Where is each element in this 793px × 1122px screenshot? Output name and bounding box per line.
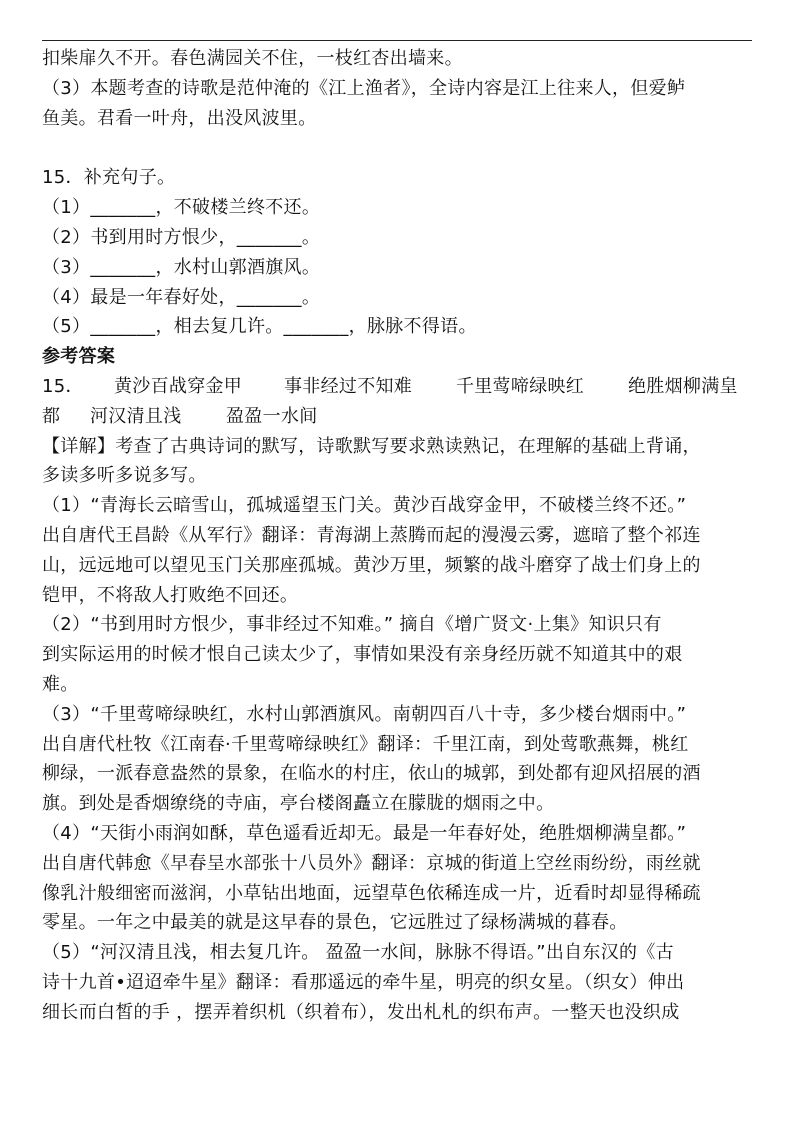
answer-part: 绝胜烟柳满皇 <box>628 375 738 397</box>
text-line: 鱼美。君看一叶舟，出没风波里。 <box>42 107 317 129</box>
header-rule <box>42 40 752 41</box>
explanation-line: 出自唐代王昌龄《从军行》翻译：青海湖上蒸腾而起的漫漫云雾，遮暗了整个祁连 <box>42 524 701 546</box>
question-15 <box>42 163 754 342</box>
answer-15 <box>42 372 754 432</box>
page-content <box>42 44 754 1028</box>
answer-part: 盈盈一水间 <box>226 405 318 427</box>
question-title: 15．补充句子。 <box>42 167 176 189</box>
explanation-line: 铠甲，不将敌人打败绝不回还。 <box>42 584 299 606</box>
spacer <box>42 133 754 163</box>
explanation-line: 细长而白皙的手 ，摆弄着织机（织着布），发出札札的织布声。一整天也没织成 <box>42 1001 680 1023</box>
question-item: （5）_______，相去复几许。_______，脉脉不得语。 <box>42 316 477 338</box>
answer-line <box>42 402 754 432</box>
explanation-line: 到实际运用的时候才恨自己读太少了，事情如果没有亲身经历就不知道其中的艰 <box>42 644 683 666</box>
answer-part: 河汉清且浅 <box>90 405 182 427</box>
explanation-line: 山，远远地可以望见玉门关那座孤城。黄沙万里，频繁的战斗磨穿了战士们身上的 <box>42 554 701 576</box>
answer-part: 黄沙百战穿金甲 <box>114 375 243 397</box>
previous-answer-continuation <box>42 44 754 133</box>
explanation-line: 零星。一年之中最美的就是这早春的景色，它远胜过了绿杨满城的暮春。 <box>42 912 628 934</box>
text-line: （3）本题考查的诗歌是范仲淹的《江上渔者》，全诗内容是江上往来人，但爱鲈 <box>42 77 686 99</box>
explanation-line: 像乳汁般细密而滋润，小草钻出地面，远望草色依稀连成一片，近看时却显得稀疏 <box>42 882 701 904</box>
explanation-line: （5）“河汉清且浅，相去复几许。 盈盈一水间，脉脉不得语。”出自东汉的《古 <box>42 942 674 964</box>
answer-part: 千里莺啼绿映红 <box>456 375 585 397</box>
explanation-line: （1）“青海长云暗雪山，孤城遥望玉门关。黄沙百战穿金甲，不破楼兰终不还。” <box>42 495 687 517</box>
explanation-line: （3）“千里莺啼绿映红，水村山郭酒旗风。南朝四百八十寺，多少楼台烟雨中。” <box>42 703 687 725</box>
explanation-line: （4）“天街小雨润如酥，草色遥看近却无。最是一年春好处，绝胜烟柳满皇都。” <box>42 822 687 844</box>
answer-part: 事非经过不知难 <box>284 375 413 397</box>
question-item: （3）_______，水村山郭酒旗风。 <box>42 256 321 278</box>
answer-part: 都 <box>42 405 61 427</box>
explanation-line: 柳绿，一派春意盎然的景象，在临水的村庄，依山的城郭，到处都有迎风招展的酒 <box>42 763 701 785</box>
text-line: 扣柴扉久不开。春色满园关不住，一枝红杏出墙来。 <box>42 48 463 69</box>
answer-heading: 参考答案 <box>42 346 116 368</box>
explanation-line: 多读多听多说多写。 <box>42 465 207 487</box>
explanation-line: 出自唐代杜牧《江南春·千里莺啼绿映红》翻译：千里江南，到处莺歌燕舞，桃红 <box>42 733 689 755</box>
explanation-line: 难。 <box>42 673 79 695</box>
explanation-line: 旗。到处是香烟缭绕的寺庙，亭台楼阁矗立在朦胧的烟雨之中。 <box>42 793 555 815</box>
question-item: （2）书到用时方恨少，_______。 <box>42 226 321 248</box>
answer-line <box>42 372 754 402</box>
explanation-line: 【详解】考查了古典诗词的默写，诗歌默写要求熟读熟记，在理解的基础上背诵， <box>42 435 701 457</box>
explanation-line: 诗十九首•迢迢牵牛星》翻译：看那遥远的牵牛星，明亮的织女星。（织女）伸出 <box>42 971 685 993</box>
answer-number: 15． <box>42 375 84 397</box>
question-item: （1）_______，不破楼兰终不还。 <box>42 197 321 219</box>
question-item: （4）最是一年春好处，_______。 <box>42 286 321 308</box>
explanation-line: 出自唐代韩愈《早春呈水部张十八员外》翻译：京城的街道上空丝雨纷纷，雨丝就 <box>42 852 701 874</box>
explanation <box>42 432 754 1028</box>
explanation-line: （2）“书到用时方恨少，事非经过不知难。” 摘自《增广贤文·上集》知识只有 <box>42 614 662 636</box>
